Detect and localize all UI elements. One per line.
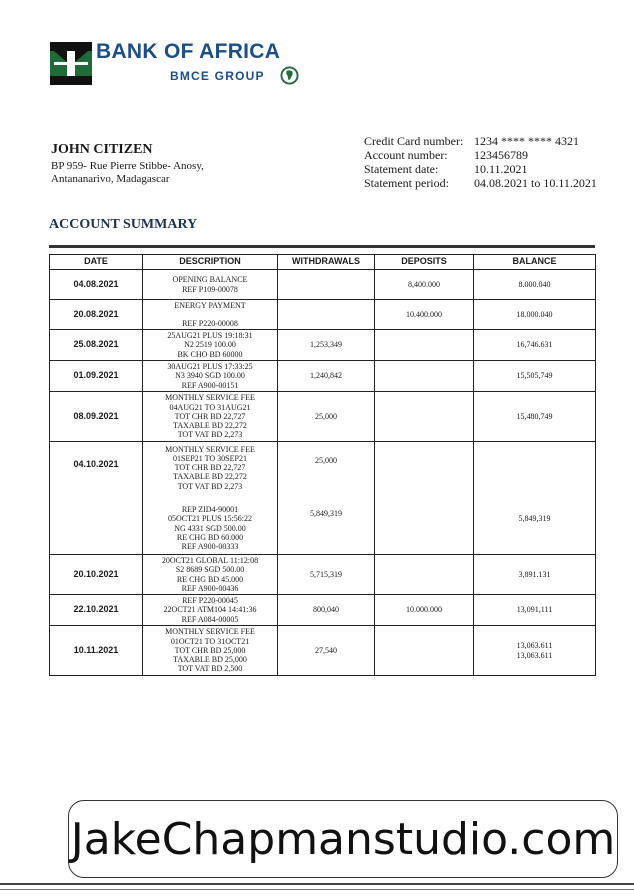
description-line: TOT VAT BD 2,273 (177, 481, 243, 491)
row-date (50, 442, 143, 555)
description-line: 30AUG21 PLUS 17:33:25 (167, 362, 253, 372)
row-balance: 3,891.131 (474, 555, 596, 595)
customer-info (51, 142, 204, 186)
row-deposit (375, 555, 474, 595)
description-line: MONTHLY SERVICE FEE (165, 393, 255, 403)
row-withdrawal: 25,000 (278, 392, 375, 442)
description-line: TOT CHR BD 25,000 (174, 645, 246, 655)
row-deposit (375, 392, 474, 442)
table-row (50, 392, 596, 442)
row-balance (474, 626, 596, 676)
description-line: RE CHG BD 60.000 (176, 532, 244, 542)
description-line: TOT CHR BD 22,727 (174, 463, 246, 473)
description-line: OPENING BALANCE (172, 275, 248, 285)
balance-value: 13,063.611 (516, 641, 553, 651)
row-description (143, 595, 278, 626)
description-line: BK CHO BD 60000 (177, 349, 243, 359)
row-date: 10.11.2021 (50, 626, 143, 676)
description-line: REP ZID4-90001 (181, 505, 239, 514)
row-withdrawal: 27,540 (278, 626, 375, 676)
row-withdrawal: 1,240,842 (278, 361, 375, 392)
row-deposit: 10.400.000 (375, 300, 474, 330)
column-header-withdrawals: WITHDRAWALS (278, 255, 375, 270)
row-description (143, 392, 278, 442)
table-row (50, 270, 596, 300)
watermark-banner: JakeChapmanstudio.com (68, 800, 618, 878)
row-balance: 16,746.631 (474, 330, 596, 361)
withdrawal-value: 25,000 (315, 456, 337, 465)
row-balance: 8.000.040 (474, 270, 596, 300)
bank-name: BANK OF AFRICA (96, 40, 281, 63)
withdrawal-value: 5,849,319 (310, 509, 342, 519)
meta-value: 1234 **** **** 4321 (474, 134, 579, 148)
description-line: 01SEP21 TO 30SEP21 (173, 453, 247, 463)
description-line: TOT VAT BD 2,500 (177, 664, 243, 674)
table-row (50, 626, 596, 676)
description-line: REF A900-00333 (181, 542, 239, 552)
row-description (143, 270, 278, 300)
row-withdrawal (278, 300, 375, 330)
row-date: 25.08.2021 (50, 330, 143, 361)
statement-meta (364, 134, 597, 190)
customer-name: JOHN CITIZEN (51, 142, 153, 157)
meta-row-date (364, 162, 597, 176)
description-line: REF A084-00005 (181, 614, 239, 624)
row-date: 04.08.2021 (50, 270, 143, 300)
row-date-text: 04.10.2021 (73, 459, 119, 469)
description-line: N2 2519 100.00 (184, 340, 236, 350)
footer-rule (0, 883, 634, 885)
description-line: REF A900-00436 (181, 583, 239, 593)
column-header-deposits: DEPOSITS (375, 255, 474, 270)
row-deposit (375, 330, 474, 361)
description-line: NG 4331 SGD 500.00 (174, 523, 246, 533)
meta-row-card (364, 134, 597, 148)
footer-rule (0, 889, 634, 890)
customer-address-line2: Antananarivo, Madagascar (51, 173, 170, 185)
row-withdrawal: 1,253,349 (278, 330, 375, 361)
description-line (145, 310, 275, 319)
description-line: REF A900-00151 (181, 380, 239, 390)
row-date: 22.10.2021 (50, 595, 143, 626)
table-row (50, 595, 596, 626)
row-date: 20.10.2021 (50, 555, 143, 595)
row-deposit (375, 442, 474, 555)
description-line: TAXABLE BD 22,272 (173, 472, 247, 482)
description-line: 22OCT21 ATM104 14:41:36 (163, 605, 257, 615)
summary-divider (49, 245, 595, 248)
statement-table (49, 254, 596, 676)
table-row (50, 361, 596, 392)
table-row (50, 555, 596, 595)
table-row (50, 330, 596, 361)
meta-label: Credit Card number: (364, 134, 464, 148)
row-date: 08.09.2021 (50, 392, 143, 442)
customer-address-line1: BP 959- Rue Pierre Stibbe- Anosy, (51, 160, 204, 172)
row-balance: 13,091,111 (474, 595, 596, 626)
description-line: REF P109-00078 (182, 284, 238, 294)
description-line: S2 8689 SGD 500.00 (175, 565, 245, 575)
meta-row-period (364, 176, 597, 190)
description-line: REF P220-00008 (182, 319, 238, 329)
row-withdrawal (278, 442, 375, 555)
description-line: TAXABLE BD 25,000 (173, 655, 247, 665)
balance-value: 13,063.611 (516, 650, 553, 660)
description-line: 20OCT21 GLOBAL 11:12:08 (161, 555, 259, 565)
column-header-balance: BALANCE (474, 255, 596, 270)
bank-logo (50, 40, 310, 90)
row-description (143, 555, 278, 595)
meta-row-account (364, 148, 597, 162)
description-line: 25AUG21 PLUS 19:18:31 (167, 331, 253, 341)
description-line: 05OCT21 PLUS 15:56:22 (167, 514, 252, 524)
description-line: 04AUG21 TO 31AUG21 (169, 402, 251, 412)
meta-label: Statement date: (364, 162, 439, 176)
column-header-date: DATE (50, 255, 143, 270)
description-line: MONTHLY SERVICE FEE (165, 627, 255, 637)
table-header-row (50, 255, 596, 270)
row-description (143, 361, 278, 392)
description-line: N3 3940 SGD 100.00 (175, 371, 245, 381)
bank-logo-icon (50, 42, 92, 85)
row-withdrawal: 800,040 (278, 595, 375, 626)
bank-group: BMCE GROUP (170, 69, 265, 83)
row-description (143, 330, 278, 361)
description-line: TOT CHR BD 22,727 (174, 411, 246, 421)
description-line: REF P220-00045 (182, 596, 238, 606)
row-balance: 18.000.040 (474, 300, 596, 330)
column-header-description: DESCRIPTION (143, 255, 278, 270)
account-summary-title: ACCOUNT SUMMARY (49, 217, 198, 232)
meta-label: Account number: (364, 148, 448, 162)
row-description (143, 442, 278, 555)
table-row (50, 300, 596, 330)
meta-label: Statement period: (364, 176, 449, 190)
row-deposit (375, 626, 474, 676)
row-balance (474, 442, 596, 555)
table-row (50, 442, 596, 555)
row-balance: 15,505,749 (474, 361, 596, 392)
description-line: MONTHLY SERVICE FEE (165, 444, 255, 454)
row-description (143, 300, 278, 330)
row-withdrawal (278, 270, 375, 300)
row-balance: 15,480,749 (474, 392, 596, 442)
description-line: RE CHG BD 45.000 (176, 574, 244, 584)
row-deposit: 10.000.000 (375, 595, 474, 626)
description-line: TOT VAT BD 2,273 (177, 430, 243, 440)
description-line: 01OCT21 TO 31OCT21 (170, 636, 250, 646)
row-description (143, 626, 278, 676)
row-date: 20.08.2021 (50, 300, 143, 330)
row-withdrawal: 5,715,319 (278, 555, 375, 595)
row-date: 01.09.2021 (50, 361, 143, 392)
meta-value: 10.11.2021 (474, 162, 528, 176)
balance-value: 5,849,319 (518, 514, 551, 523)
row-deposit (375, 361, 474, 392)
meta-value: 04.08.2021 to 10.11.2021 (474, 176, 597, 190)
africa-globe-icon (280, 66, 299, 85)
description-spacer (145, 491, 275, 505)
meta-value: 123456789 (474, 148, 528, 162)
row-deposit: 8,400.000 (375, 270, 474, 300)
description-line: TAXABLE BD 22,272 (173, 421, 247, 431)
description-line: ENERGY PAYMENT (174, 300, 246, 310)
